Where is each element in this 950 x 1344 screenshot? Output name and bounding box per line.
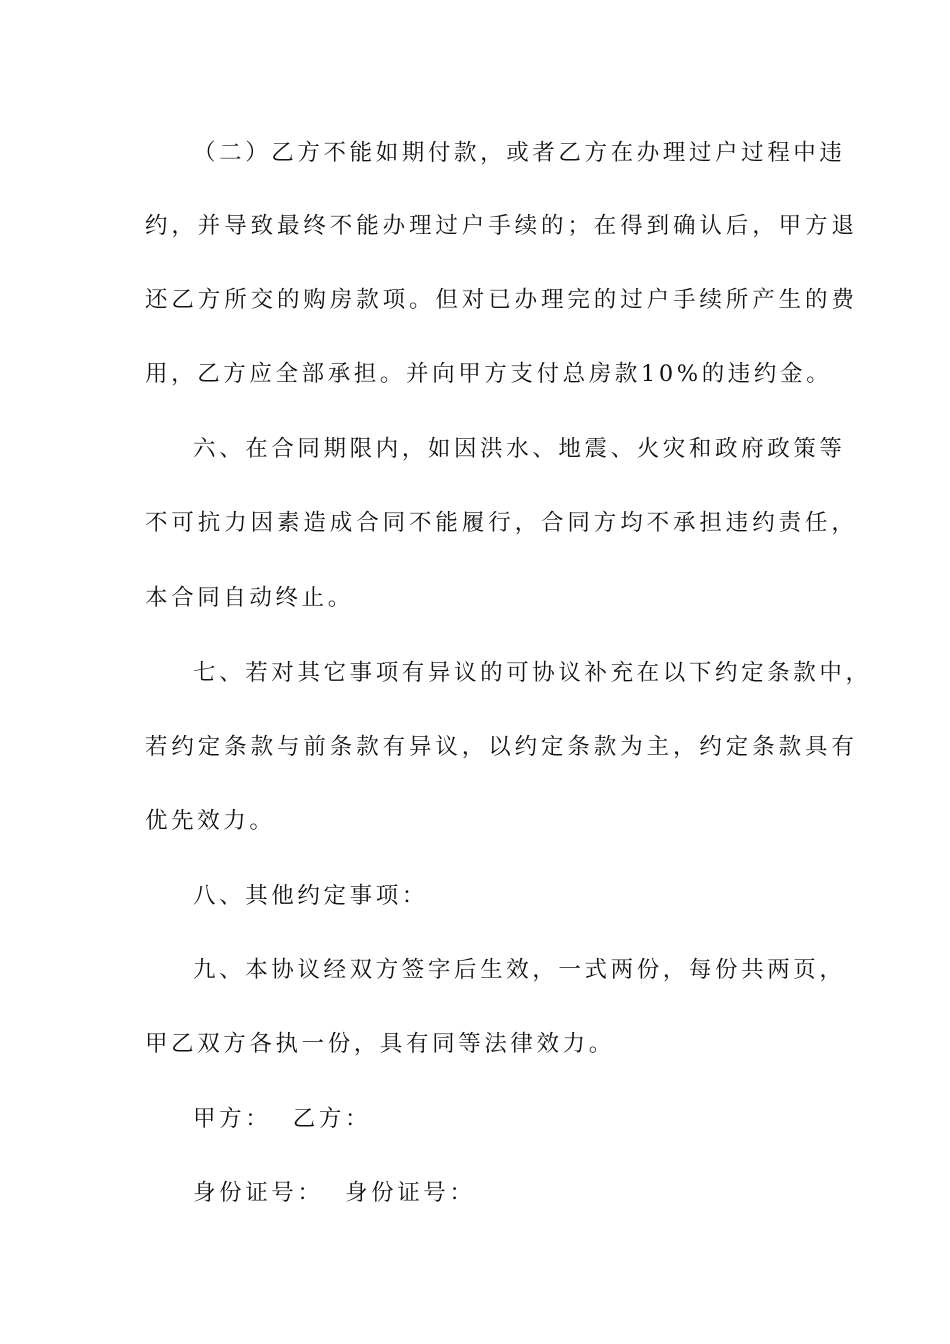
clause-8-line-1: 八、其他约定事项： [193,883,428,909]
clause-6-line-2: 不可抗力因素造成合同不能履行，合同方均不承担违约责任， [145,510,858,536]
clause-9-line-1: 九、本协议经双方签字后生效，一式两份，每份共两页， [193,957,846,983]
clause-5-2-line-4: 用，乙方应全部承担。并向甲方支付总房款10%的违约金。 [145,361,833,387]
clause-7-line-1: 七、若对其它事项有异议的可协议补充在以下约定条款中， [193,660,872,686]
clause-5-2-line-3: 还乙方所交的购房款项。但对已办理完的过户手续所产生的费 [145,287,858,313]
clause-6-line-1: 六、在合同期限内，如因洪水、地震、火灾和政府政策等 [193,436,846,462]
clause-6-line-3: 本合同自动终止。 [145,585,354,611]
clause-5-2-line-2: 约，并导致最终不能办理过户手续的；在得到确认后，甲方退 [145,213,858,239]
clause-7-line-3: 优先效力。 [145,808,276,834]
clause-7-line-2: 若约定条款与前条款有异议，以约定条款为主，约定条款具有 [145,734,858,760]
clause-9-line-2: 甲乙双方各执一份，具有同等法律效力。 [145,1031,615,1057]
party-signature-line: 甲方： 乙方： [193,1106,372,1132]
clause-5-2-line-1: （二）乙方不能如期付款，或者乙方在办理过户过程中违 [193,140,846,166]
id-number-line: 身份证号： 身份证号： [193,1180,476,1206]
